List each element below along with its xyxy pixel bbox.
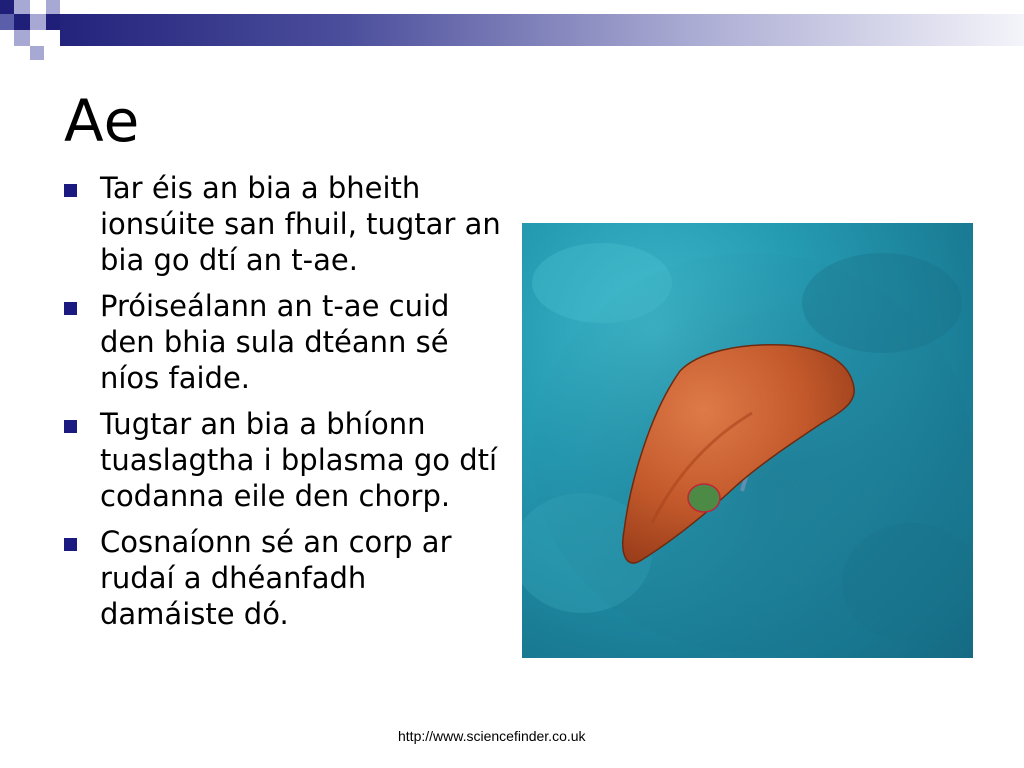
square-bullet-icon xyxy=(64,538,77,551)
bullet-text: Tugtar an bia a bhíonn tuaslagtha i bplasma go dtí codanna eile den chorp. xyxy=(100,407,498,513)
bullet-list xyxy=(62,170,502,642)
header-gradient-bar xyxy=(60,14,1024,46)
decor-square-navy-2 xyxy=(14,14,30,30)
decor-square-navy-1 xyxy=(0,0,14,14)
slide-title: Ae xyxy=(64,87,141,155)
source-url[interactable]: http://www.sciencefinder.co.uk xyxy=(398,728,586,744)
decor-square-mid-1 xyxy=(0,14,14,30)
liver-illustration xyxy=(522,223,973,658)
decor-square-light-1 xyxy=(14,0,30,14)
decor-square-light-5 xyxy=(30,46,44,60)
square-bullet-icon xyxy=(64,184,77,197)
decor-square-navy-3 xyxy=(46,14,60,30)
bullet-item xyxy=(62,406,502,514)
bullet-text: Próiseálann an t-ae cuid den bhia sula dtéann sé níos faide. xyxy=(100,289,450,395)
bullet-item xyxy=(62,288,502,396)
square-bullet-icon xyxy=(64,302,77,315)
bullet-item xyxy=(62,170,502,278)
decor-square-light-4 xyxy=(14,30,30,46)
decor-square-light-3 xyxy=(30,14,46,30)
bullet-item xyxy=(62,524,502,632)
decor-square-light-2 xyxy=(46,0,60,14)
bullet-text: Cosnaíonn sé an corp ar rudaí a dhéanfadh damáiste dó. xyxy=(100,525,452,631)
square-bullet-icon xyxy=(64,420,77,433)
bullet-text: Tar éis an bia a bheith ionsúite san fhuil, tugtar an bia go dtí an t-ae. xyxy=(100,171,501,277)
